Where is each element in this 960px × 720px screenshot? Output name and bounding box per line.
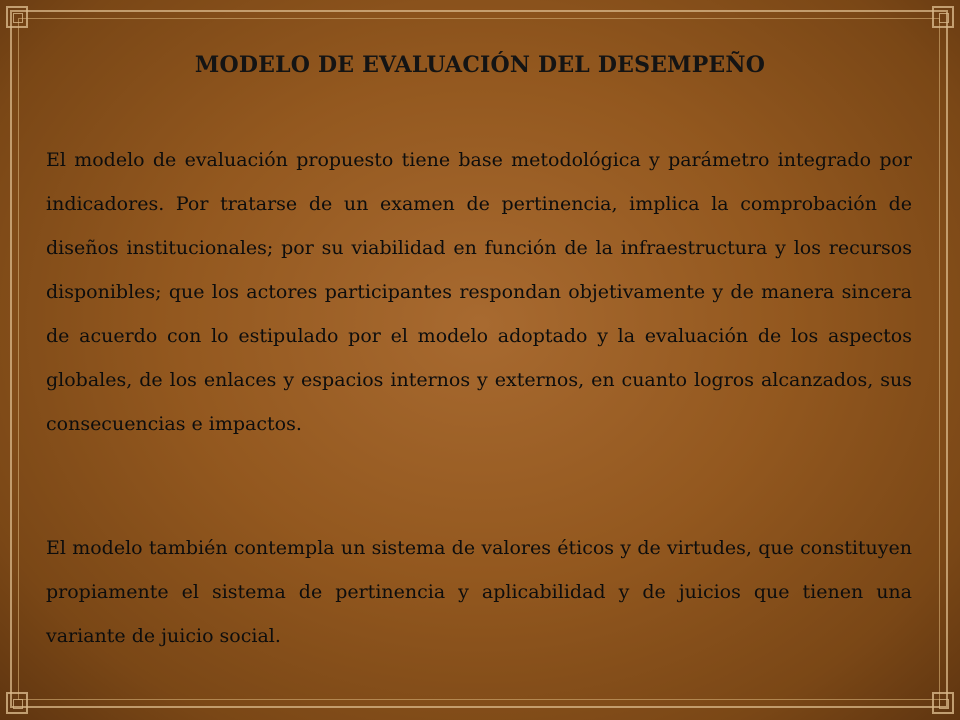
body-paragraph-1: El modelo de evaluación propuesto tiene base metodológica y parámetro integrado por indicadores. Por tratarse de un examen de pertinencia, implica la comprobación de diseños institucionales; por su viabilidad en función de la infraestructura y los recursos disponibles; que los actores participantes respondan objetivamente y de manera sincera de acuerdo con lo estipulado por el modelo adoptado y la evaluación de los aspectos globales, de los enlaces y espacios internos y externos, en cuanto logros alcanzados, sus consecuencias e impactos. [46, 149, 912, 435]
body-paragraph-2: El modelo también contempla un sistema de valores éticos y de virtudes, que constituyen propiamente el sistema de pertinencia y aplicabilidad y de juicios que tienen una variante de juicio social. [46, 537, 912, 647]
frame-corner-ornament [6, 6, 28, 28]
frame-corner-ornament [932, 692, 954, 714]
frame-corner-ornament [932, 6, 954, 28]
frame-corner-ornament [6, 692, 28, 714]
slide-title: MODELO DE EVALUACIÓN DEL DESEMPEÑO [194, 52, 766, 78]
